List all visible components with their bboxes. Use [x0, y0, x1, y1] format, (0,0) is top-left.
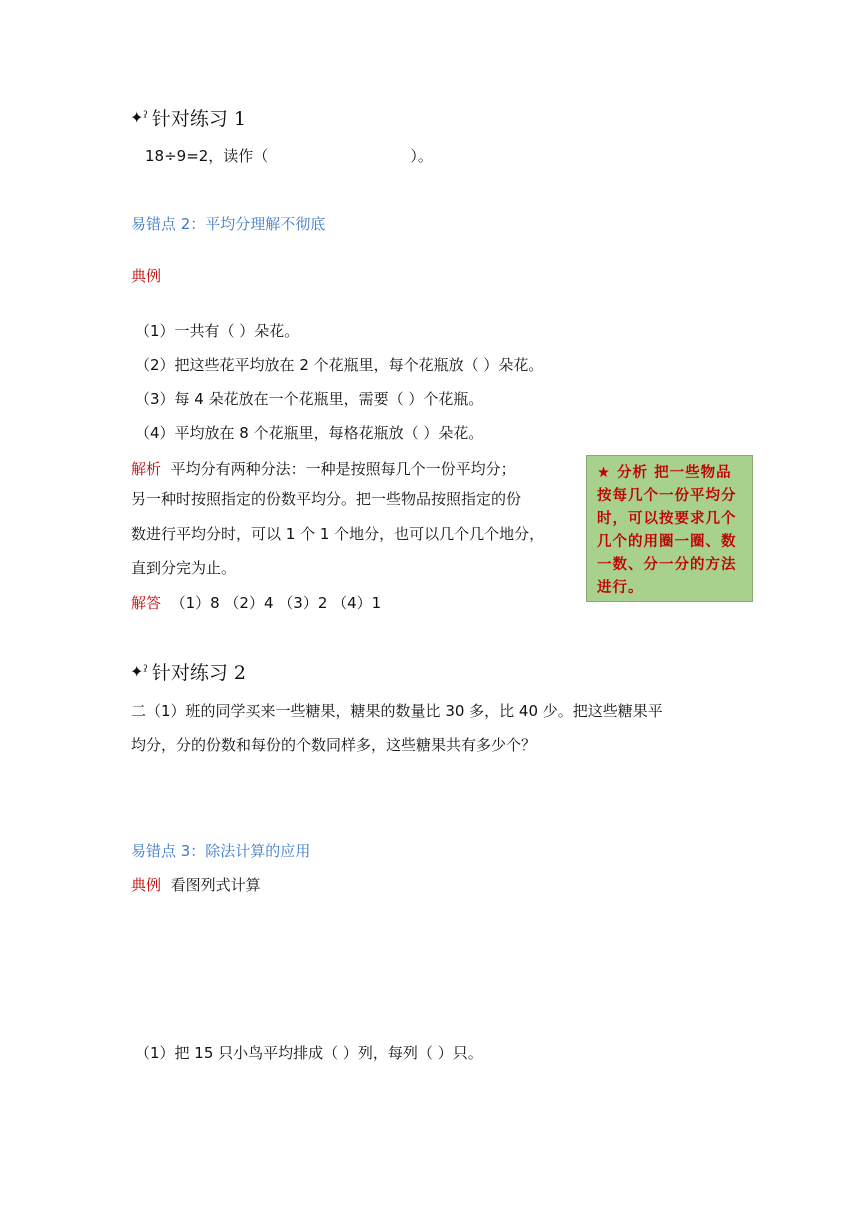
- mistake2-title: 易错点 2：平均分理解不彻底: [131, 215, 326, 233]
- practice1-heading: [130, 104, 246, 131]
- mistake2-question-4: （4）平均放在 8 个花瓶里，每格花瓶放（ ）朵花。: [135, 424, 484, 442]
- analysis-note-box: ★ 分析 把一些物品按每几个一份平均分时，可以按要求几个几个的用圈一圈、数一数、分一分的方法进行。: [586, 455, 753, 602]
- practice1-problem-end: ）。: [410, 147, 433, 165]
- practice2-line-1: 二（1）班的同学买来一些糖果，糖果的数量比 30 多，比 40 少。把这些糖果平: [131, 702, 663, 720]
- sparkle-icon: ✦ˀ: [130, 662, 148, 681]
- practice2-line-2: 均分，分的份数和每份的个数同样多，这些糖果共有多少个？: [131, 736, 537, 754]
- mistake3-example: [131, 874, 261, 895]
- practice2-heading-text: 针对练习 2: [151, 662, 247, 684]
- mistake3-example-label: 典例: [131, 876, 162, 894]
- mistake3-question-1: （1）把 15 只小鸟平均排成（ ）列，每列（ ）只。: [135, 1044, 483, 1062]
- mistake2-question-2: （2）把这些花平均放在 2 个花瓶里，每个花瓶放（ ）朵花。: [135, 356, 544, 374]
- analysis-label: 解析: [131, 460, 162, 478]
- sparkle-icon: ✦ˀ: [130, 108, 148, 127]
- practice2-heading: [130, 658, 246, 685]
- mistake2-analysis-line-3: 数进行平均分时，可以 1 个 1 个地分，也可以几个几个地分，: [131, 525, 545, 543]
- mistake2-answer: [131, 592, 381, 613]
- mistake2-analysis-line-1: [131, 458, 516, 479]
- practice1-heading-text: 针对练习 1: [151, 108, 247, 130]
- mistake3-title: 易错点 3：除法计算的应用: [131, 842, 311, 860]
- mistake2-analysis-line-2: 另一种时按照指定的份数平均分。把一些物品按照指定的份: [131, 490, 522, 508]
- mistake2-question-1: （1）一共有（ ）朵花。: [135, 322, 300, 340]
- answer-text: （1）8 （2）4 （3）2 （4）1: [170, 594, 382, 612]
- practice1-problem-start: 18÷9=2，读作（: [145, 147, 269, 165]
- mistake2-example-label: 典例: [131, 267, 162, 285]
- mistake2-question-3: （3）每 4 朵花放在一个花瓶里，需要（ ）个花瓶。: [135, 390, 484, 408]
- mistake3-example-text: 看图列式计算: [170, 876, 261, 894]
- analysis-text-1: 平均分有两种分法：一种是按照每几个一份平均分；: [170, 460, 516, 478]
- practice1-problem: [145, 145, 433, 166]
- answer-label: 解答: [131, 594, 162, 612]
- mistake2-analysis-line-4: 直到分完为止。: [131, 559, 237, 577]
